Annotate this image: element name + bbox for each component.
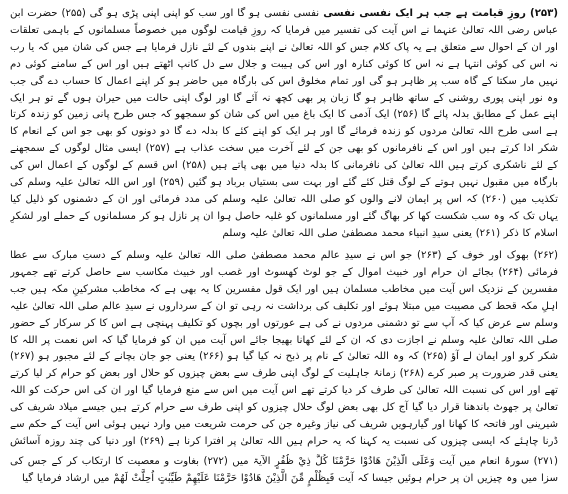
text-line: اس کی شان کو سمجھو کہ جس طرح پانی زمین کو زندہ کرتا ہے اسی طرح اللہ تعالیٰ مردوں کو زندہ فرمائے گا اور ہر ایک کو اپنے کئے کا بدلہ دے گا	[10, 109, 558, 138]
text-line: کے لوگ قتل کئے گئے اور بہت سی بستیاں برباد ہو گئیں (۲۵۹) اور اس اللہ تعالیٰ علیہ وسلم کی تکذیب میں (۲۶۰) کہ اس پر ایمان لانے والوں کو	[10, 177, 558, 205]
text-line: دو دونوں کو بھی جو اس کے انعام کا شکر ادا کرتے ہیں اور اس کے نافرمانوں کو بھی جن کے لئے آخرت میں سخت عذاب ہے (۲۵۷) ایسی مثال لوگوں کے سمجھنے کے لئے	[10, 126, 558, 172]
text-line: (۲۶۲) بھوک اور خوف کے (۲۶۳) جو اس نے سیدِ عالم محمد مصطفیٰ صلی اللہ تعالیٰ علیہ وسلم کے دستِ مبارک سے عطا فرمائی (۲۶۴) بجائے ان حرام	[10, 250, 558, 278]
text-line: ان پر نازل ہو کر مسلمانوں کے حملے اور لشکرِ اسلام کا ذکر (۲۶۱) یعنی سیدِ انبیاء محمد مصطفیٰ صلی اللہ تعالیٰ علیہ وسلم	[10, 210, 558, 239]
text-line: اور ایک قول مفسرین کا یہ بھی ہے کہ مخاطب مشرکینِ مکہ ہیں جب اہلِ مکہ قحط کی مصیبت میں مبتلا ہوئے اور تکلیف کی برداشت نہ	[10, 283, 558, 312]
text-line: اور ایمان لے آؤ (۲۶۵) کہ وہ اللہ تعالیٰ کے نام پر ذبح نہ کیا گیا ہو (۲۶۶) یعنی جو جان بچانے کے لئے مجبور ہو (۲۶۷) یعنی قدر	[10, 351, 558, 380]
text-line: حلال چیزوں کو اپنی طرف سے حرام کرتے ہیں جیسے میلاد شریف کی شیرینی اور فاتحہ کا کھانا اور گیارہویں شریف کی نیاز وغیرہ جن کی حرمت شریعت میں وارد نہیں ہوئی	[10, 402, 558, 431]
text-line: (۲۵۳) روزِ قیامت ہے جب ہر ایک نفسی نفسی	[319, 8, 558, 19]
text-line: کے گاہ سب پر ظاہر ہو گی اور تمام مخلوق اس کی بارگاہ میں حاضر ہو کر اپنے اعمال کا حساب دے گی جب وہ نور اپنی پوری روشنی کے ساتھ ظاہر ہو گا	[10, 75, 558, 104]
commentary-paragraph-2	[10, 248, 558, 448]
commentary-paragraph-3	[10, 454, 558, 488]
text-line: کر سرکار کے حضور صلی اللہ تعالیٰ علیہ وسلم نے اجازت دی کہ ان کے لئے کھانا بھیجا جائے اس آیت میں ان کو فرمایا گیا کہ اس نعمت پر اللہ کا شکر کرو	[10, 317, 558, 363]
text-line: نفسی نفسی ہو گا اور سب کو اپنی اپنی پڑی ہو گی (۲۵۵) حضرت ابن عباس رضی اللہ تعالیٰ عنہما نے اس آیت کی تفسیر میں فرمایا کہ روزِ قیامت لوگوں میں	[10, 8, 558, 36]
text-line: ناشکری کرتے ہیں اللہ تعالیٰ کی نافرمانی کا بدلہ دنیا میں بھی پاتے ہیں (۲۵۸) اس قسم کے لوگوں کے اعمال اس کی بارگاہ میں مقبول نہیں ہوتے	[10, 160, 558, 189]
text-line: زبان پر بھی کچھ نہ آئے گا اور لوگ اپنی حالت میں حیران ہوں گے تو ہر ایک اپنے عمل کے مطابق بدلہ پائے گا (۲۵۶) ایک آدمی کا ایک باغ میں	[10, 92, 558, 121]
commentary-paragraph-1	[10, 6, 558, 244]
text-line: خصوصاً مسلمانوں کے باہمی تعلقات اور ان کے احوال سے متعلق ہے یہ پاک کلام جس کو اللہ تعالیٰ نے اپنے بندوں کے لئے نازل فرمایا ہے جس کی شان میں	[10, 24, 558, 53]
text-line: کہ یا رب نہ اس کی کوئی انتہا ہے نہ اس کا کوئی کنارہ اور اس کی ہیبت و جلال سے دل کانپ اٹھتے ہیں اور اس کے سامنے کوئی دم نہیں مار سکتا	[10, 41, 558, 87]
text-line: ضرورت پر صبر کرے (۲۶۸) زمانۂ جاہلیت کے لوگ اپنی طرف سے بعض چیزوں کو حلال اور بعض کو حرام کر لیا کرتے تھے اور اس کی نسبت اللہ تعالیٰ	[10, 368, 558, 397]
text-line: رہی تو ان کے سرداروں نے سیدِ عالم صلی اللہ تعالیٰ علیہ وسلم سے عرض کیا کہ آپ سے تو دشمنی مردوں نے کی ہے عورتوں اور بچوں کو تکلیف پہنچی ہے اس کا	[10, 300, 558, 329]
text-line: کی طرف کر دیا کرتے تھے اس آیت میں اس سے منع فرمایا گیا اور ان کی اس حرکت کو اللہ تعالیٰ پر جھوٹ باندھنا قرار دیا گیا آج کل بھی بعض لوگ	[10, 385, 558, 414]
text-line: اور خبیث اموال کے جو لوٹ کھسوٹ اور غصب اور خبیث مکاسب سے حاصل کرتے تھے جمہور مفسرین کے نزدیک اس آیت میں مخاطب مسلمان ہیں	[10, 266, 558, 295]
text-line: صلی اللہ تعالیٰ علیہ وسلم کی مدد فرمائی اور ان کے دشمنوں کو ذلیل کیا یہاں تک کہ وہ سب شکست کھا کر بھاگ گئے اور مسلمانوں کو غلبہ حاصل ہوا	[10, 193, 558, 222]
text-line: وہ چیزیں ان پر حرام ہوئیں جیسا کہ آیت فَبِظُلْمٍ مِّنَ الَّذِيْنَ هَادُوْا حَرَّمْنَا عَلَيْهِمْ طَيِّبٰتٍ اُحِلَّتْ لَهُمْ میں ارشاد فرمایا گیا	[22, 472, 518, 484]
text-line: (۲۷۱) سورۂ انعام میں آیت وَعَلَى الَّذِيْنَ هَادُوْا حَرَّمْنَا كُلَّ ذِيْ ظُفُرٍ الآیۃ میں (۲۷۲) بغاوت و معصیت کا ارتکاب کر کے جس کی سزا میں	[10, 456, 558, 484]
text-line: اس آیت کے حکم سے ڈرنا چاہئے کہ ایسی چیزوں کی نسبت یہ کہنا کہ یہ حرام ہیں اللہ تعالیٰ پر افترا کرنا ہے (۲۶۹) اور دنیا کی چند روزہ آسائش	[10, 419, 558, 447]
